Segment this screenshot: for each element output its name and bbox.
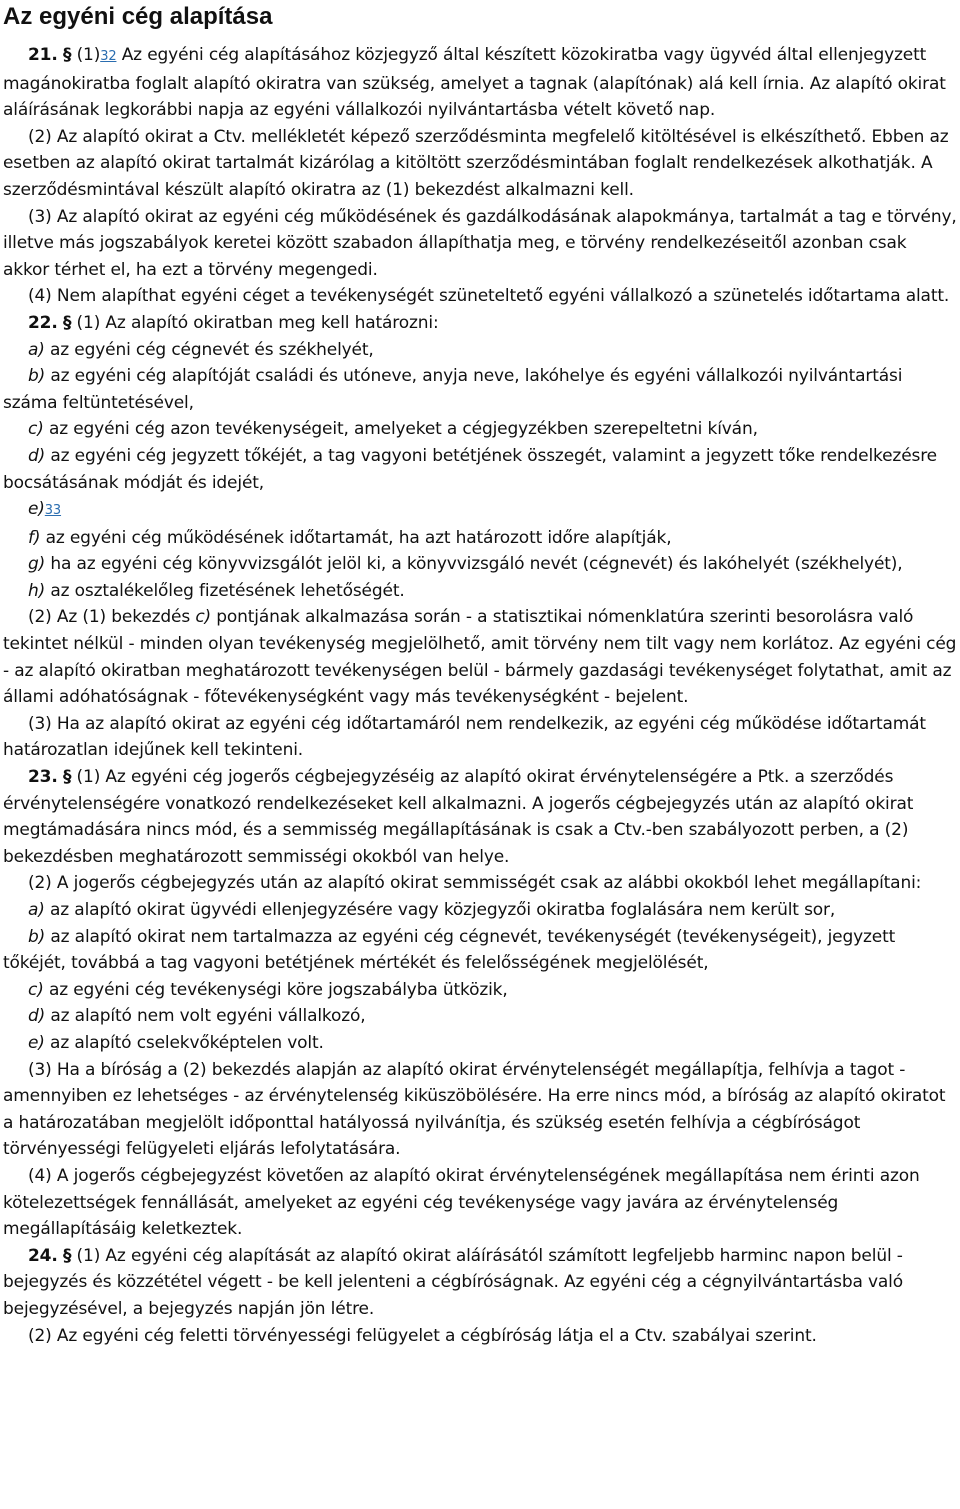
section-22-paragraph-1: 22. § (1) Az alapító okiratban meg kell határozni: [28,312,439,333]
list-item: d) az alapító nem volt egyéni vállalkozó, [28,1006,366,1027]
page-title: Az egyéni cég alapítása [3,3,273,30]
section-21-paragraph-2: (2) Az alapító okirat a Ctv. mellékletét képező szerződésminta megfelelő kitöltésével is elkészíthető. Ebben az esetben az alapító okirat tartalmát kizárólag a kitöltött szerződésmintában foglalt rendelkezések alkothatják. A szerződésmintával készült alapító okiratra az (1) bekezdést alkalmazni kell. [3,126,949,200]
list-item: f) az egyéni cég működésének időtartamát, ha azt határozott időre alapítják, [28,527,672,548]
list-item: c) az egyéni cég azon tevékenységeit, amelyeket a cégjegyzékben szerepeltetni kíván, [28,419,758,440]
section-21-paragraph-1: 21. § (1)32 Az egyéni cég alapításához közjegyző által készített közokiratba vagy ügyvéd által ellenjegyzett magánokiratba foglalt alapító okiratra van szükség, amelyet a tagnak (alapítónak) alá kell írnia. Az alapító okirat aláírásának legkorábbi napja az egyéni vállalkozói nyilvántartásba vételt követő nap. [3,45,946,121]
section-23-paragraph-4: (4) A jogerős cégbejegyzést követően az alapító okirat érvénytelenségének megállapítása nem érinti azon kötelezettségek fennállását, amelyeket az egyéni cég tevékenysége vagy javára az érvénytelenség megállapításáig keletkeztek. [3,1165,920,1240]
list-item: e) az alapító cselekvőképtelen volt. [28,1032,324,1053]
list-item: c) az egyéni cég tevékenységi köre jogszabályba ütközik, [28,979,508,1000]
section-22-paragraph-3: (3) Ha az alapító okirat az egyéni cég időtartamáról nem rendelkezik, az egyéni cég működése időtartamát határozatlan idejűnek kell tekinteni. [3,713,926,761]
list-item: a) az alapító okirat ügyvédi ellenjegyzésére vagy közjegyzői okiratba foglalására nem került sor, [28,900,836,920]
section-23-paragraph-3: (3) Ha a bíróság a (2) bekezdés alapján az alapító okirat érvénytelenségét megállapítja, felhívja a tagot - amennyiben ez lehetséges - az érvénytelenség kiküszöbölésére. Ha erre nincs mód, a bíróság az alapító okiratot a határozatában megjelölt időponttal hatályossá nyilvánítja, és szükség esetén felhívja a cégbíróságot törvényességi felügyeleti eljárás lefolytatására. [3,1059,946,1160]
list-item: e)33 [28,499,62,520]
section-sign: § [62,312,72,333]
section-21-paragraph-4: (4) Nem alapíthat egyéni céget a tevékenységét szüneteltető egyéni vállalkozó a szünetelés időtartama alatt. [28,286,950,307]
section-number: 24. [28,1245,58,1266]
section-number: 23. [28,767,58,788]
list-item: b) az alapító okirat nem tartalmazza az egyéni cég cégnevét, tevékenységét (tevékenységeit), jegyzett tőkéjét, továbbá a tag vagyoni betétjének mértékét és felelősségének megjelölését, [3,926,896,974]
list-item: d) az egyéni cég jegyzett tőkéjét, a tag vagyoni betétjének összegét, valamint a jegyzett tőke rendelkezésre bocsátásának módját és idejét, [3,445,937,493]
list-item: a) az egyéni cég cégnevét és székhelyét, [28,339,374,360]
section-sign: § [62,45,72,65]
section-24-paragraph-2: (2) Az egyéni cég feletti törvényességi felügyelet a cégbíróság látja el a Ctv. szabályai szerint. [28,1325,817,1346]
section-number: 21. [28,45,58,65]
section-sign: § [62,767,72,788]
footnote-link-33[interactable]: 33 [44,503,62,519]
section-24-paragraph-1: 24. § (1) Az egyéni cég alapítását az alapító okirat aláírásától számított legfeljebb harminc napon belül - bejegyzés és közzététel végett - be kell jelenteni a cégbíróságnak. Az egyéni cég a cégnyilvántartásba való bejegyzésével, a bejegyzés napján jön létre. [3,1245,903,1319]
section-number: 22. [28,312,58,333]
list-item: g) ha az egyéni cég könyvvizsgálót jelöl ki, a könyvvizsgáló nevét (cégnevét) és lakóhelyét (székhelyét), [28,554,903,575]
footnote-link-32[interactable]: 32 [100,49,117,64]
section-21-paragraph-3: (3) Az alapító okirat az egyéni cég működésének és gazdálkodásának alapokmánya, tartalmát a tag e törvény, illetve más jogszabályok keretei között szabadon állapíthatja meg, e törvény rendelkezéseitől azonban csak akkor térhet el, ha ezt a törvény megengedi. [3,206,957,280]
list-item: h) az osztalékelőleg fizetésének lehetőségét. [28,580,405,601]
section-sign: § [62,1245,72,1266]
section-22-paragraph-2: (2) Az (1) bekezdés c) pontjának alkalmazása során - a statisztikai nómenklatúra szerinti besorolásra való tekintet nélkül - minden olyan tevékenység megjelölhető, amit törvény nem tilt vagy nem korlátoz. Az egyéni cég - az alapító okiratban meghatározott tevékenységen belül - bármely gazdasági tevékenységet folytathat, amit az állami adóhatóságnak - főtevékenységként vagy más tevékenységként - bejelent. [3,607,957,708]
list-item: b) az egyéni cég alapítóját családi és utóneve, anyja neve, lakóhelye és egyéni vállalkozói nyilvántartási száma feltüntetésével, [3,366,903,413]
section-23-paragraph-2: (2) A jogerős cégbejegyzés után az alapító okirat semmisségét csak az alábbi okokból lehet megállapítani: [28,873,922,894]
section-23-paragraph-1: 23. § (1) Az egyéni cég jogerős cégbejegyzéséig az alapító okirat érvénytelenségére a Ptk. a szerződés érvénytelenségére vonatkozó rendelkezéseket kell alkalmazni. A jogerős cégbejegyzés után az alapító okirat megtámadására nincs mód, és a semmisség megállapításának is csak a Ctv.-ben szabályozott perben, a (2) bekezdésben meghatározott semmisségi okokból van helye. [3,767,914,867]
